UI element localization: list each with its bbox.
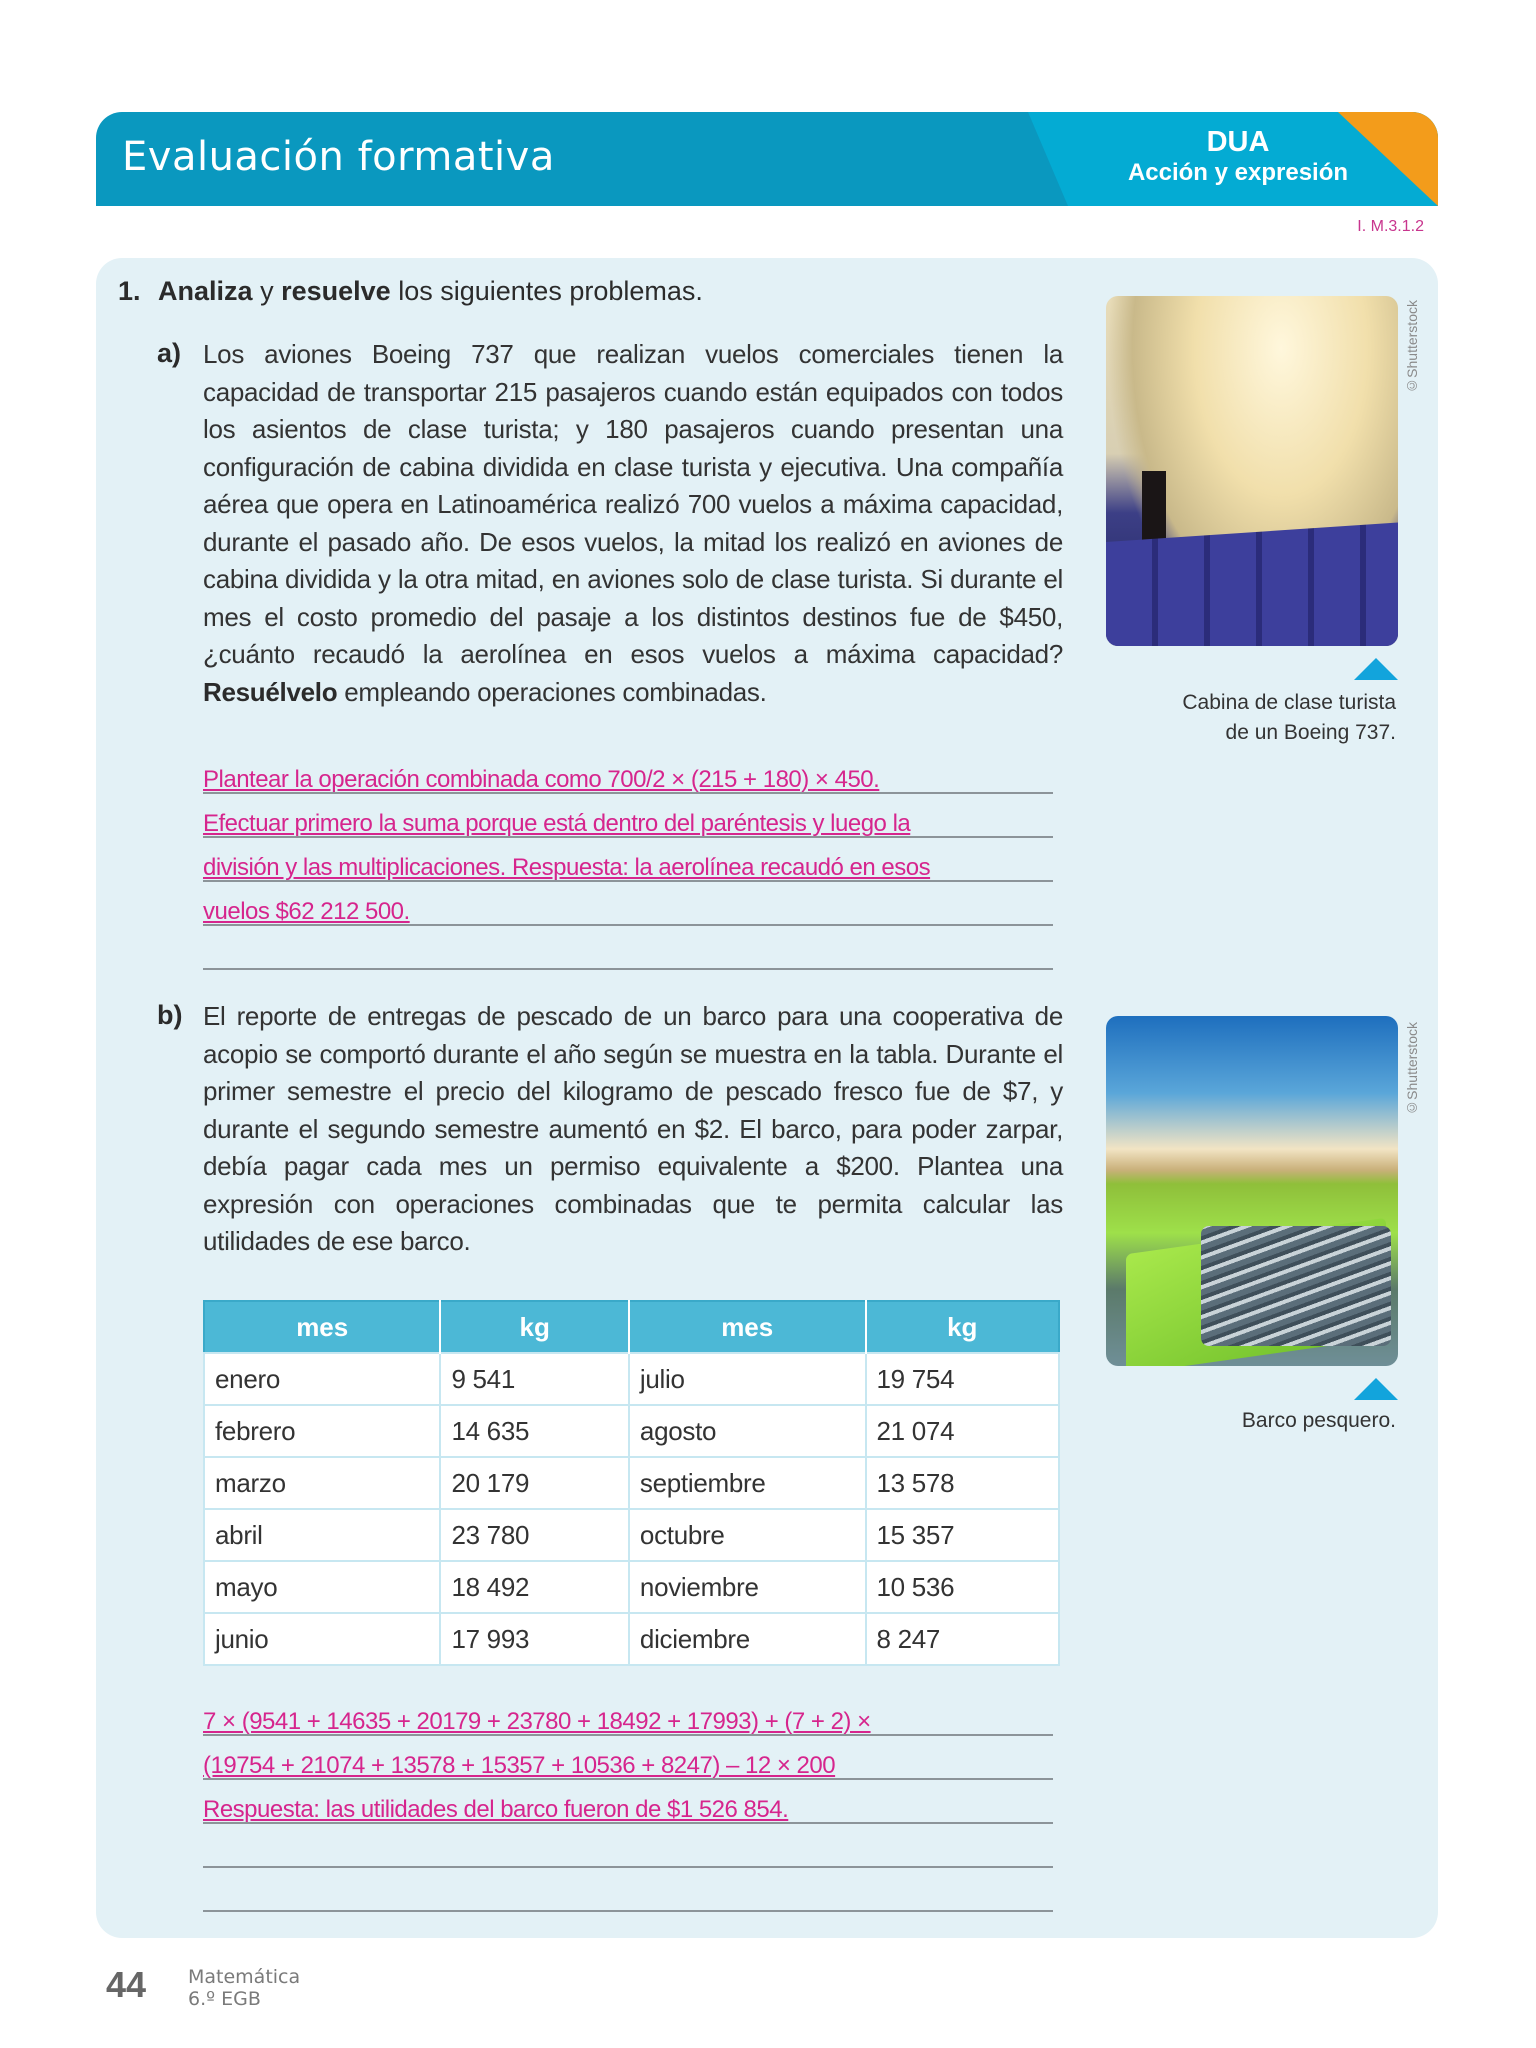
dua-badge [1118, 126, 1358, 188]
table-row [204, 1405, 1059, 1457]
table-cell: febrero [204, 1405, 440, 1457]
page-number: 44 [106, 1964, 147, 2005]
answer-text: Plantear la operación combinada como 700/2 × (215 + 180) × 450. [203, 766, 880, 793]
answer-text: división y las multiplicaciones. Respuesta: la aerolínea recaudó en esos [203, 854, 931, 881]
item-b-answer-area[interactable] [203, 1692, 1053, 1912]
table-cell: 13 578 [866, 1457, 1059, 1509]
section-title: Evaluación formativa [122, 134, 555, 180]
answer-line[interactable] [203, 1868, 1053, 1912]
question-connector: y [260, 276, 274, 306]
answer-text: Efectuar primero la suma porque está dentro del paréntesis y luego la [203, 810, 911, 837]
table-cell: 19 754 [866, 1353, 1059, 1405]
answer-line[interactable] [203, 1824, 1053, 1868]
col-header-mes: mes [629, 1301, 866, 1353]
table-cell: diciembre [629, 1613, 866, 1665]
photo-detail [1201, 1226, 1391, 1346]
subject-label: Matemática [188, 1966, 301, 1988]
airplane-photo-caption [1182, 688, 1396, 748]
item-a-text [203, 336, 1063, 711]
question-rest: los siguientes problemas. [398, 276, 703, 306]
answer-line[interactable] [203, 1780, 1053, 1824]
table-cell: noviembre [629, 1561, 866, 1613]
answer-text: (19754 + 21074 + 13578 + 15357 + 10536 + 8247) – 12 × 200 [203, 1752, 836, 1779]
caption-line: de un Boeing 737. [1225, 721, 1396, 744]
table-row [204, 1457, 1059, 1509]
col-header-mes: mes [204, 1301, 440, 1353]
section-banner [96, 112, 1438, 206]
answer-line[interactable] [203, 1692, 1053, 1736]
table-row [204, 1353, 1059, 1405]
boat-photo-caption: Barco pesquero. [1241, 1409, 1396, 1432]
caption-pointer-icon [1354, 1378, 1398, 1400]
fishing-boat-photo [1106, 1016, 1398, 1366]
table-cell: 10 536 [866, 1561, 1059, 1613]
answer-text: 7 × (9541 + 14635 + 20179 + 23780 + 18492 + 17993) + (7 + 2) × [203, 1708, 871, 1735]
col-header-kg: kg [440, 1301, 628, 1353]
dua-subtitle: Acción y expresión [1127, 159, 1349, 186]
table-cell: octubre [629, 1509, 866, 1561]
photo-credit: ©Shutterstock [1404, 1022, 1420, 1116]
table-cell: 23 780 [440, 1509, 628, 1561]
table-row [204, 1561, 1059, 1613]
airplane-cabin-photo [1106, 296, 1398, 646]
table-cell: 21 074 [866, 1405, 1059, 1457]
photo-credit: ©Shutterstock [1404, 300, 1420, 394]
question-number: 1. [118, 276, 141, 306]
table-cell: 8 247 [866, 1613, 1059, 1665]
col-header-kg: kg [866, 1301, 1059, 1353]
item-a-problem: Los aviones Boeing 737 que realizan vuelos comerciales tienen la capacidad de transportar 215 pasajeros cuando están equipados con todos los asientos de clase turista; y 180 pasajeros cuando presentan una configuración de cabina dividida en clase turista y ejecutiva. Una compañía aérea que opera en Latinoamérica realizó 700 vuelos a máxima capacidad, durante el pasado año. De esos vuelos, la mitad los realizó en aviones de cabina dividida y la otra mitad, en aviones solo de clase turista. Si durante el mes el costo promedio del pasaje a los distintos destinos fue de $450, ¿cuánto recaudó la aerolínea en esos vuelos a máxima capacidad? [203, 339, 1063, 669]
table-cell: septiembre [629, 1457, 866, 1509]
item-b-letter: b) [157, 1000, 183, 1030]
question-heading [118, 276, 703, 307]
answer-line[interactable] [203, 838, 1053, 882]
fish-delivery-table [203, 1300, 1060, 1666]
table-cell: agosto [629, 1405, 866, 1457]
item-a-answer-area[interactable] [203, 750, 1053, 970]
indicator-code: I. M.3.1.2 [1357, 218, 1424, 235]
table-row [204, 1613, 1059, 1665]
table-cell: abril [204, 1509, 440, 1561]
item-a-instruction: empleando operaciones combinadas. [344, 676, 767, 707]
table-cell: 15 357 [866, 1509, 1059, 1561]
table-cell: 9 541 [440, 1353, 628, 1405]
table-cell: mayo [204, 1561, 440, 1613]
table-cell: junio [204, 1613, 440, 1665]
question-verb-resuelve: resuelve [281, 276, 391, 306]
table-header-row [204, 1301, 1059, 1353]
answer-text: Respuesta: las utilidades del barco fueron de $1 526 854. [203, 1796, 789, 1823]
dua-title: DUA [1206, 126, 1270, 158]
item-a-letter: a) [157, 338, 182, 368]
answer-text: vuelos $62 212 500. [203, 898, 410, 925]
table-cell: 20 179 [440, 1457, 628, 1509]
answer-line[interactable] [203, 1736, 1053, 1780]
answer-line[interactable] [203, 750, 1053, 794]
answer-line[interactable] [203, 926, 1053, 970]
table-row [204, 1509, 1059, 1561]
caption-line: Cabina de clase turista [1182, 691, 1396, 714]
caption-pointer-icon [1354, 658, 1398, 680]
grade-label: 6.º EGB [188, 1988, 261, 2010]
table-cell: 14 635 [440, 1405, 628, 1457]
table-cell: enero [204, 1353, 440, 1405]
answer-line[interactable] [203, 794, 1053, 838]
item-b-text: El reporte de entregas de pescado de un barco para una cooperativa de acopio se comportó durante el año según se muestra en la tabla. Durante el primer semestre el precio del kilogramo de pescado fresco fue de $7, y durante el segundo semestre aumentó en $2. El barco, para poder zarpar, debía pagar cada mes un permiso equivalente a $200. Plantea una expresión con operaciones combinadas que te permita calcular las utilidades de ese barco. [203, 1001, 1063, 1256]
book-info [188, 1966, 300, 2010]
answer-line[interactable] [203, 882, 1053, 926]
item-a-instruction-bold: Resuélvelo [203, 676, 338, 707]
table-cell: 18 492 [440, 1561, 628, 1613]
table-cell: marzo [204, 1457, 440, 1509]
question-verb-analiza: Analiza [158, 276, 253, 306]
table-cell: 17 993 [440, 1613, 628, 1665]
table-cell: julio [629, 1353, 866, 1405]
